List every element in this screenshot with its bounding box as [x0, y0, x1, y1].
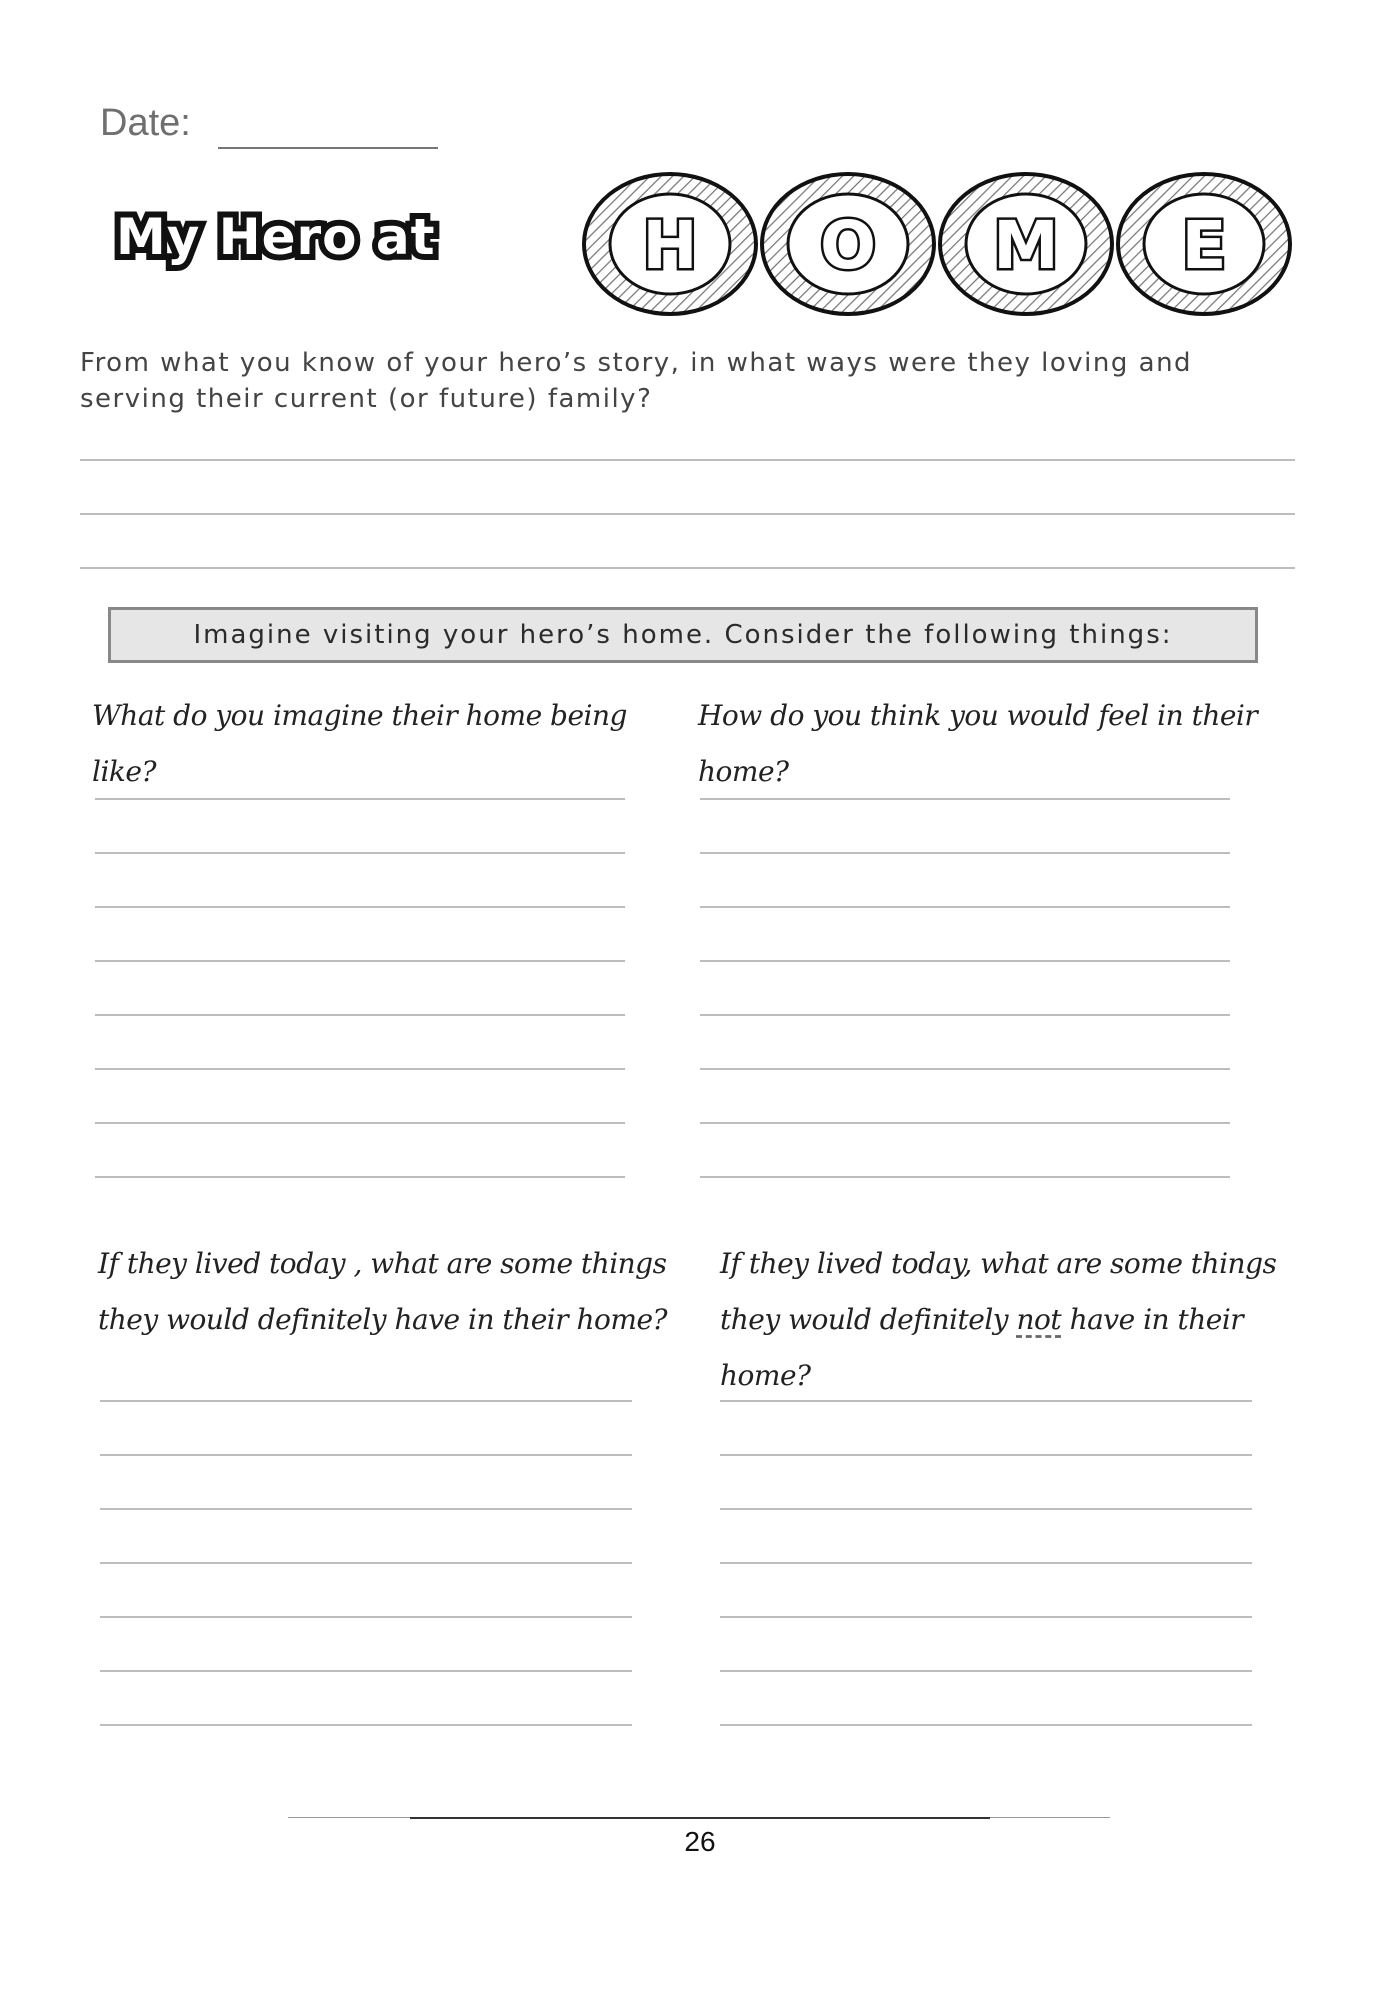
answer-line[interactable]	[95, 798, 625, 800]
title-prefix: My Hero at	[116, 208, 436, 266]
answer-line[interactable]	[80, 513, 1295, 515]
answer-line[interactable]	[95, 1068, 625, 1070]
question-would-have-line2: they would definitely have in their home?	[98, 1303, 668, 1336]
badge-h	[584, 174, 756, 314]
date-label: Date:	[100, 102, 191, 144]
answer-line[interactable]	[95, 1176, 625, 1178]
date-input-line[interactable]	[218, 147, 438, 149]
answer-line[interactable]	[700, 1068, 1230, 1070]
q4-text-before: they would definitely	[720, 1303, 1017, 1336]
answer-line[interactable]	[700, 852, 1230, 854]
answer-line[interactable]	[100, 1724, 632, 1726]
question-would-not-have-line1: If they lived today, what are some things	[720, 1247, 1277, 1280]
home-title-badges	[578, 168, 1298, 320]
question-would-have-line1: If they lived today , what are some things	[98, 1247, 667, 1280]
answer-line[interactable]	[95, 1122, 625, 1124]
answer-line[interactable]	[720, 1508, 1252, 1510]
answer-line[interactable]	[720, 1616, 1252, 1618]
footer-divider-accent	[410, 1817, 990, 1819]
answer-line[interactable]	[95, 1014, 625, 1016]
answer-line[interactable]	[80, 459, 1295, 461]
answer-line[interactable]	[100, 1616, 632, 1618]
page-number: 26	[684, 1826, 716, 1857]
answer-line[interactable]	[100, 1454, 632, 1456]
answer-line[interactable]	[720, 1724, 1252, 1726]
instruction-banner	[108, 607, 1258, 663]
badge-m	[940, 174, 1112, 314]
answer-line[interactable]	[100, 1562, 632, 1564]
answer-line[interactable]	[700, 1122, 1230, 1124]
answer-line[interactable]	[100, 1670, 632, 1672]
badge-e	[1118, 174, 1290, 314]
answer-line[interactable]	[720, 1454, 1252, 1456]
badge-letter-h: H	[642, 207, 698, 284]
answer-line[interactable]	[700, 1014, 1230, 1016]
answer-line[interactable]	[700, 798, 1230, 800]
badge-o	[762, 174, 934, 314]
answer-line[interactable]	[95, 960, 625, 962]
answer-line[interactable]	[100, 1508, 632, 1510]
answer-line[interactable]	[720, 1400, 1252, 1402]
answer-line[interactable]	[700, 1176, 1230, 1178]
answer-line[interactable]	[100, 1400, 632, 1402]
answer-line[interactable]	[700, 960, 1230, 962]
question-would-have	[98, 1236, 678, 1348]
question-would-not-have-line2	[720, 1292, 1320, 1404]
question-home-like: What do you imagine their home being like?	[92, 699, 627, 788]
q4-emphasis-not: not	[1016, 1303, 1062, 1336]
answer-line[interactable]	[700, 906, 1230, 908]
answer-line[interactable]	[720, 1670, 1252, 1672]
answer-line[interactable]	[720, 1562, 1252, 1564]
banner-text: Imagine visiting your hero’s home. Consider the following things:	[193, 620, 1173, 650]
q4-text-after: have in their home?	[720, 1303, 1244, 1392]
question-feel-in-home: How do you think you would feel in their home?	[698, 699, 1258, 788]
answer-line[interactable]	[95, 906, 625, 908]
intro-prompt: From what you know of your hero’s story, in what ways were they loving and serving their current (or future) family?	[80, 348, 1193, 414]
badge-letter-o: O	[819, 207, 877, 284]
answer-line[interactable]	[80, 567, 1295, 569]
badge-letter-e: E	[1181, 207, 1227, 284]
badge-letter-m: M	[993, 207, 1059, 284]
question-would-not-have	[720, 1236, 1320, 1404]
page-title	[110, 192, 550, 282]
answer-line[interactable]	[95, 852, 625, 854]
